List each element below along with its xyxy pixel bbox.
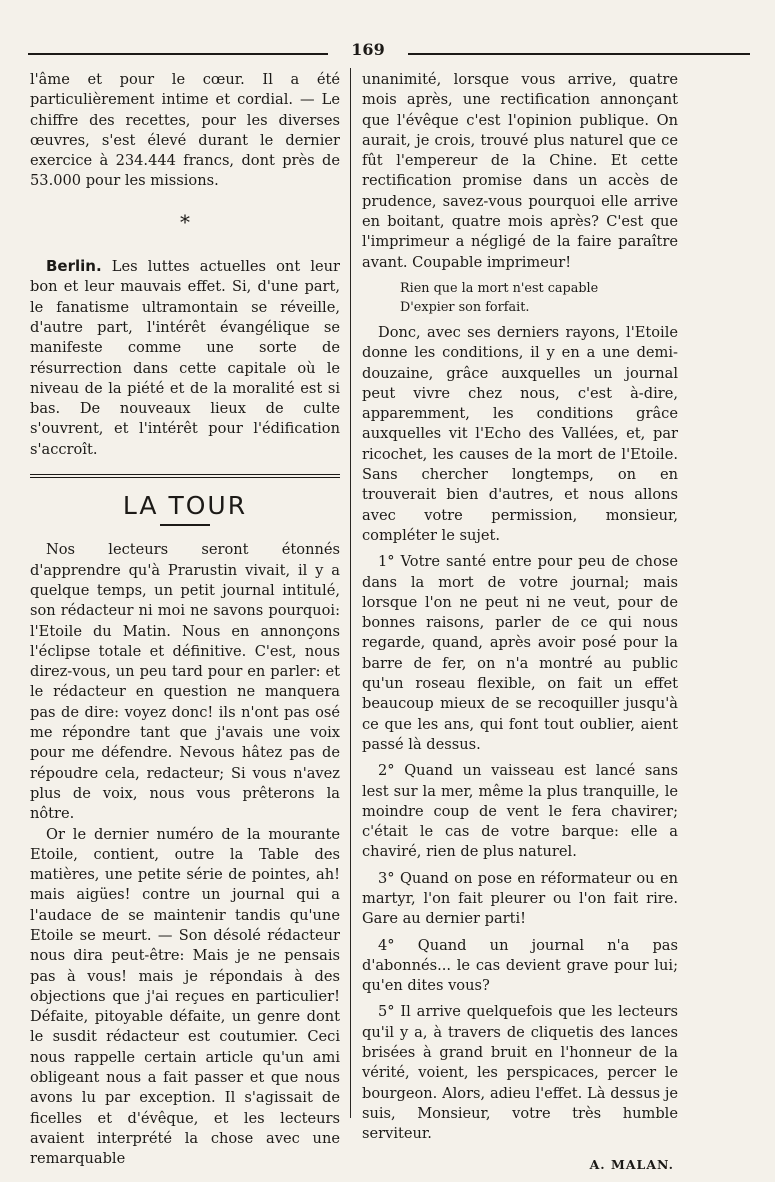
list-item-3: 3° Quand on pose en réformateur ou en martyr, l'on fait pleurer ou l'on fait rire. Gare au dernier parti! xyxy=(362,869,678,928)
continued-paragraph: unanimité, lorsque vous arrive, quatre mois après, une rectification annonçant que l'évêque c'est l'opinion publique. On aurait, je crois, trouvé plus naturel que ce fût l'empereur de la Chine. Et cette rectification promise dans un accès de prudence, savez-vous pourquoi elle arrive en boitant, quatre mois après? C'est que l'imprimeur a négligé de la faire paraître avant. Coupable imprimeur! xyxy=(362,71,678,271)
page-header xyxy=(28,40,750,60)
signature: A. MALAN. xyxy=(589,1156,674,1172)
column-divider xyxy=(350,68,351,1118)
article-paragraph-1: Nos lecteurs seront étonnés d'apprendre qu'à Prarustin vivait, il y a quelque temps, un petit journal intitulé, son rédacteur ni moi ne savons pourquoi: l'Etoile du Matin. Nous en annonçons l'éclipse totale et définitive. C'est, nous direz-vous, un peu tard pour en parler: et le rédacteur en question ne manquera pas de dire: voyez donc! ils n'ont pas osé me répondre tant que j'avais une voix pour me défendre. Nevous hâtez pas de répoudre cela, redacteur; Si vous n'avez plus de voix, nous vous prêterons la nôtre. xyxy=(30,541,340,823)
article-paragraph-2: Or le dernier numéro de la mourante Etoile, contient, outre la Table des matières, une petite série de pointes, ah! mais aigües! contre un journal qui a l'audace de se maintenir tandis qu'une Etoile se meurt. — Son désolé rédacteur nous dira peut-être: Mais je ne pensais pas à vous! mais je répondais à des objections que j'ai reçues en particulier! Défaite, pitoyable défaite, un genre dont le susdit rédacteur est coutumier. Ceci nous rappelle certain article qu'un ami obligeant nous a fait passer et que nous avons lu par exception. Il s'agissait de ficelles et d'évêque, et les lecteurs avaient interprété la chose avec une remarquable xyxy=(30,825,340,1168)
section-rule xyxy=(30,474,340,475)
donc-paragraph: Donc, avec ses derniers rayons, l'Etoile donne les conditions, il y en a une demi-douzaine, grâce auxquelles un journal peut vivre chez nous, c'est à-dire, apparemment, les conditions grâce auxquelles vit l'Echo des Vallées, et, par ricochet, les causes de la mort de l'Etoile. Sans chercher longtemps, on en trouverait bien d'autres, et nous allons avec votre permission, monsieur, compléter le sujet. xyxy=(362,323,678,544)
verse-line-2: D'expier son forfait. xyxy=(400,299,530,315)
page-number: 169 xyxy=(351,40,385,59)
list-item-2: 2° Quand un vaisseau est lancé sans lest sur la mer, même la plus tranquille, le moindre coup de vent le fera chavirer; c'était le cas de votre barque: elle a chaviré, rien de plus naturel. xyxy=(362,762,678,861)
section-rule-2 xyxy=(30,477,340,478)
right-column xyxy=(362,70,678,1175)
left-column xyxy=(30,70,340,1170)
berlin-text: Les luttes actuelles ont leur bon et leur mauvais effet. Si, d'une part, le fanatisme ultramontain se réveille, d'autre part, l'intérêt évangélique se manifeste comme une sorte de résurrection dans cette capitale où le niveau de la piété et de la moralité est si bas. De nouveaux lieux de culte s'ouvrent, et l'intérêt pour l'édification s'accroît. xyxy=(30,258,340,458)
berlin-paragraph xyxy=(30,256,340,460)
article-title: LA TOUR xyxy=(122,491,248,521)
title-underline xyxy=(160,524,210,526)
berlin-label: Berlin. xyxy=(46,257,102,276)
header-rule-left xyxy=(28,53,328,55)
list-item-1: 1° Votre santé entre pour peu de chose dans la mort de votre journal; mais lorsque l'on ne peut ni ne veut, pour de bonnes raisons, parler de ce qui nous regarde, quand, après avoir posé pour la barre de fer, on n'a montré au public qu'un roseau flexible, on fait un effet beaucoup mieux de se recoquiller jusqu'à ce que les ans, qui font tout oublier, aient passé là dessus. xyxy=(362,553,678,753)
verse-quote xyxy=(400,279,678,317)
intro-paragraph: l'âme et pour le cœur. Il a été particulièrement intime et cordial. — Le chiffre des recettes, pour les diverses œuvres, s'est élevé durant le dernier exercice à 234.444 francs, dont près de 53.000 pour les missions. xyxy=(30,71,340,190)
list-item-5: 5° Il arrive quelquefois que les lecteurs qu'il y a, à travers de cliquetis des lances brisées à grand bruit en l'honneur de la vérité, voient, les perspicaces, percer le bourgeon. Alors, adieu l'effet. Là dessus je suis, Monsieur, votre très humble serviteur. xyxy=(362,1003,678,1143)
separator-star: * xyxy=(180,209,190,234)
header-rule-right xyxy=(408,53,750,55)
verse-line-1: Rien que la mort n'est capable xyxy=(400,280,599,296)
list-item-4: 4° Quand un journal n'a pas d'abonnés... le cas devient grave pour lui; qu'en dites vous? xyxy=(362,936,678,995)
